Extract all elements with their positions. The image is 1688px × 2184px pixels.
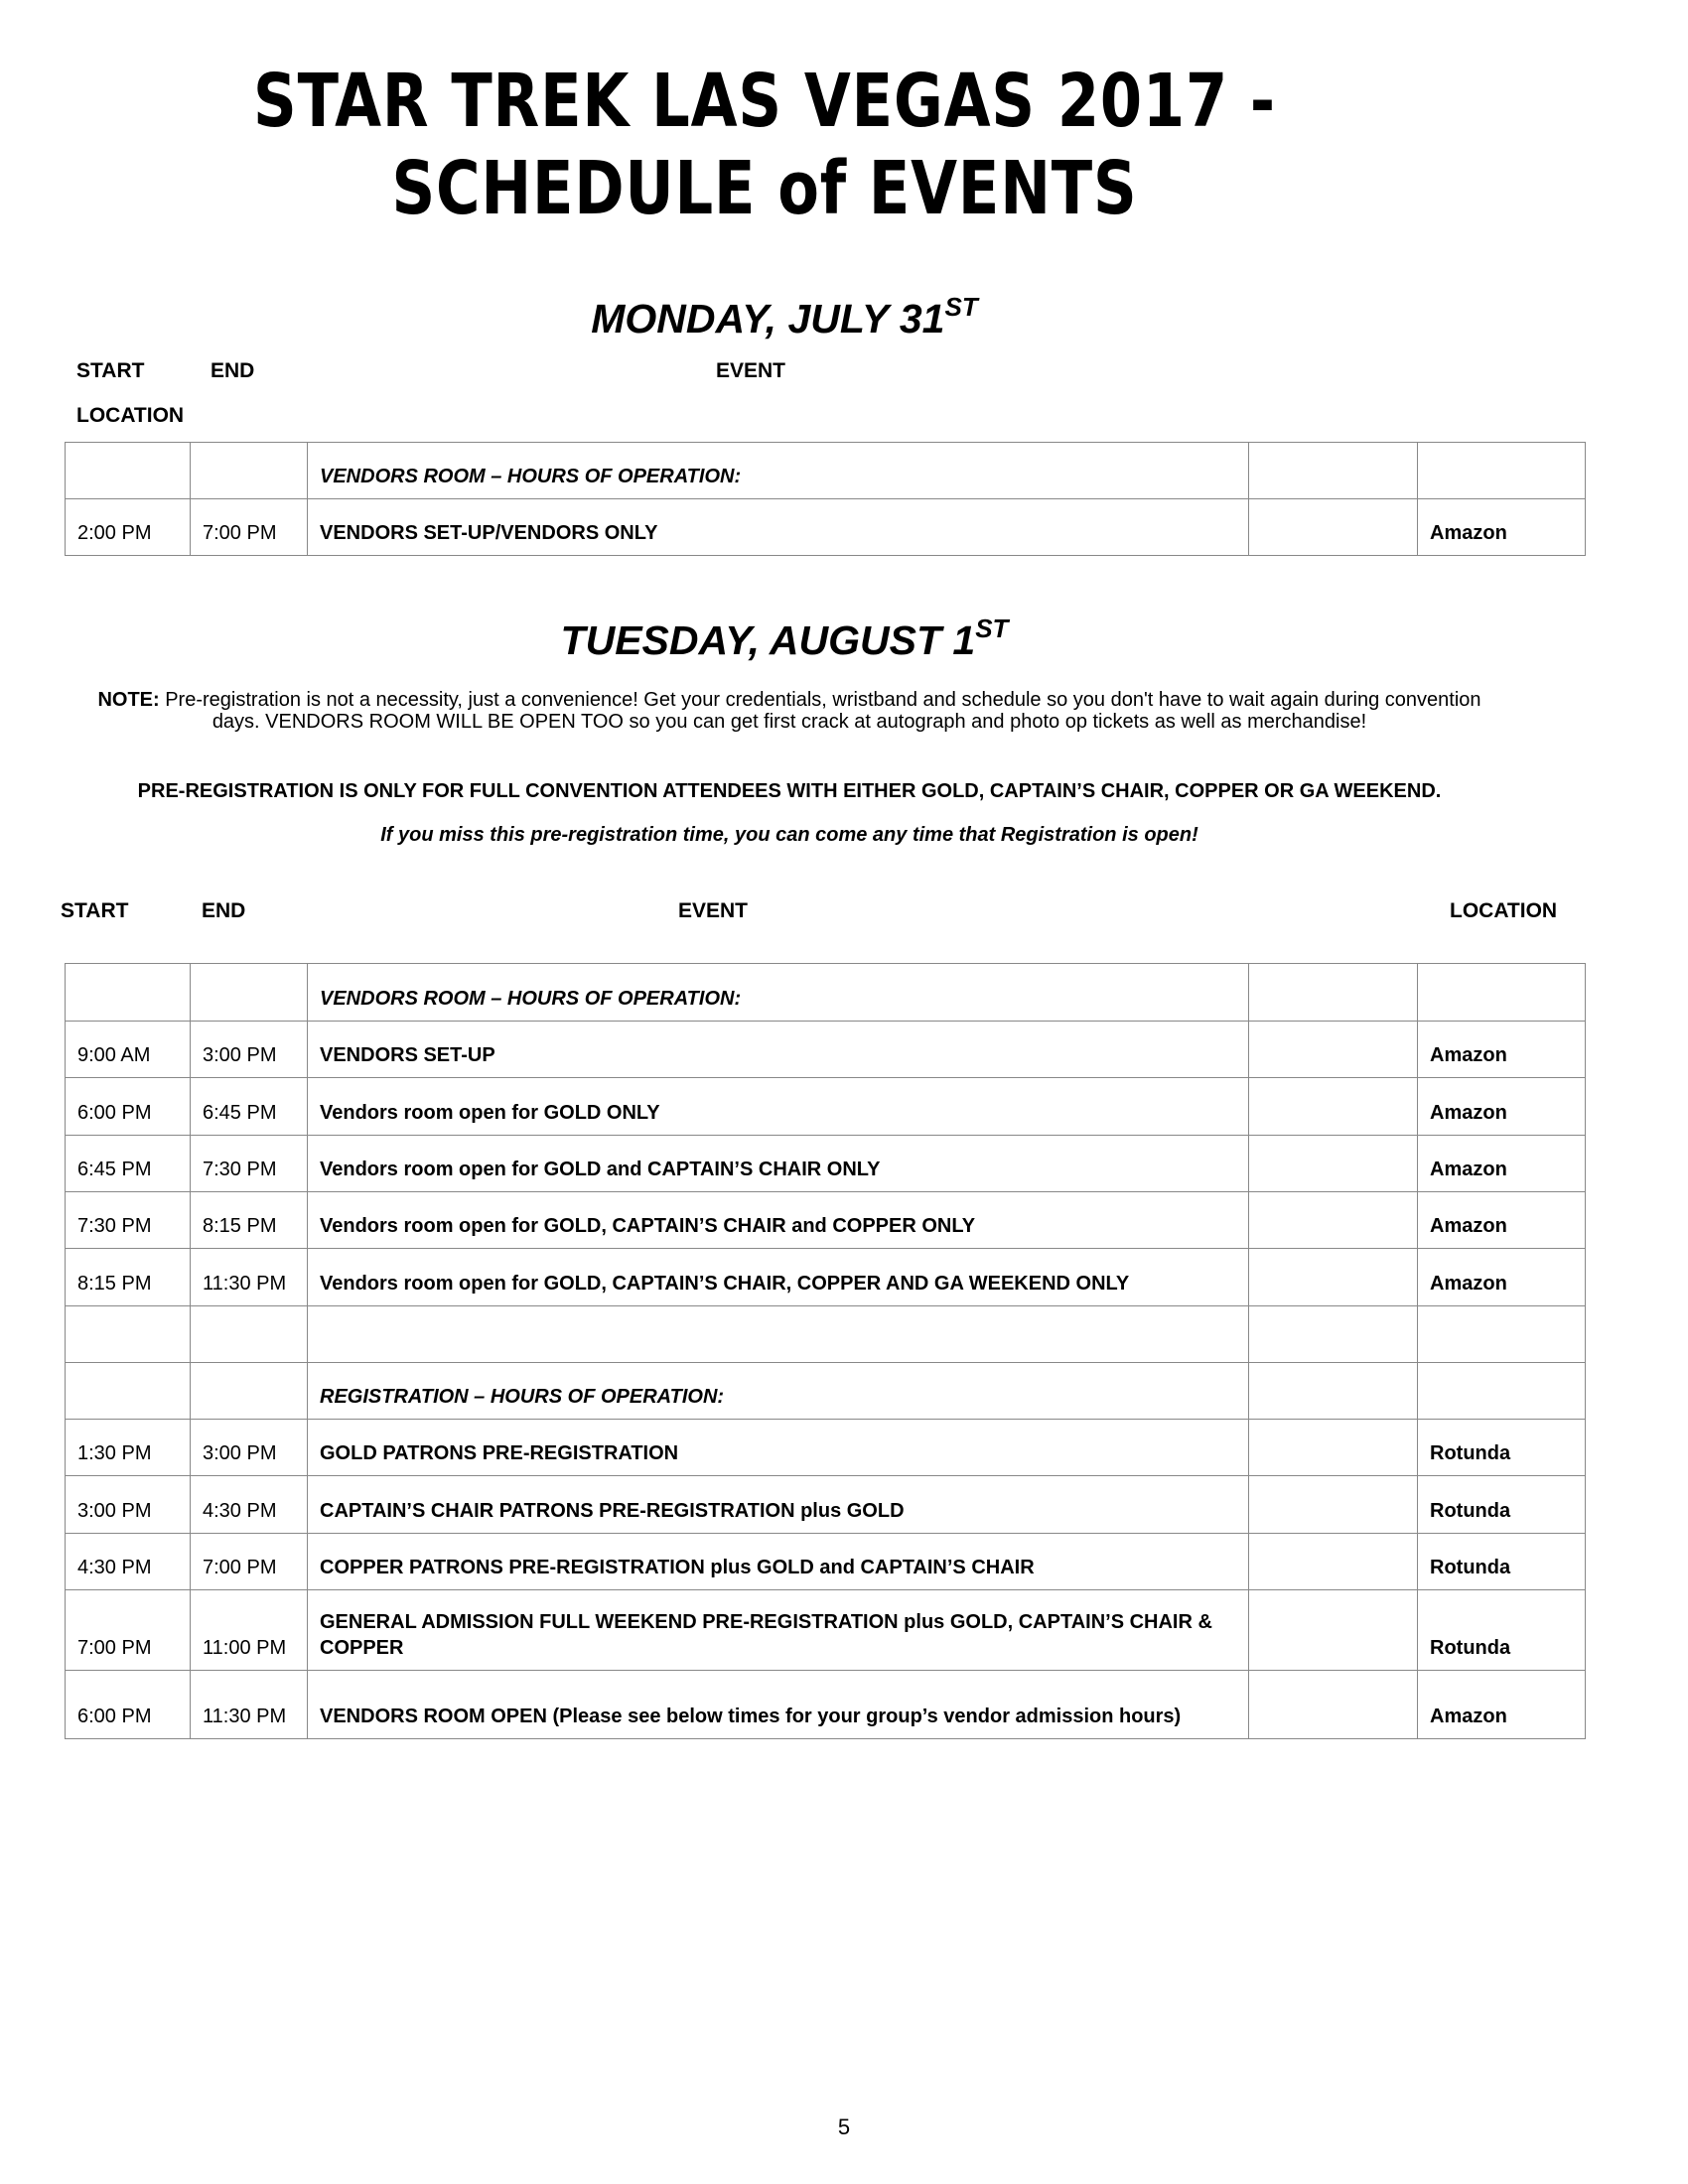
location-cell: Rotunda xyxy=(1418,1420,1586,1476)
day-heading-text: MONDAY, JULY 31 xyxy=(591,296,945,341)
event-cell: CAPTAIN’S CHAIR PATRONS PRE-REGISTRATION plus GOLD xyxy=(308,1476,1249,1534)
pre-registration-reminder: If you miss this pre-registration time, you can come any time that Registration is open! xyxy=(380,824,1198,846)
day-heading-text: TUESDAY, AUGUST 1 xyxy=(560,617,976,663)
start-cell: 8:15 PM xyxy=(66,1249,191,1306)
event-cell: Vendors room open for GOLD, CAPTAIN’S CHAIR, COPPER AND GA WEEKEND ONLY xyxy=(308,1249,1249,1306)
end-cell: 7:00 PM xyxy=(191,1534,308,1590)
table-row xyxy=(66,964,1586,1022)
start-cell: 6:00 PM xyxy=(66,1078,191,1136)
location-cell: Amazon xyxy=(1418,1192,1586,1249)
column-header-end: END xyxy=(211,359,255,382)
start-cell: 2:00 PM xyxy=(66,499,191,556)
location-cell xyxy=(1418,443,1586,499)
location-cell: Amazon xyxy=(1418,499,1586,556)
table-row xyxy=(66,443,1586,499)
empty-cell xyxy=(1249,1363,1418,1420)
start-cell xyxy=(66,1306,191,1363)
event-cell: COPPER PATRONS PRE-REGISTRATION plus GOLD and CAPTAIN’S CHAIR xyxy=(308,1534,1249,1590)
empty-cell xyxy=(1249,1306,1418,1363)
column-header-start: START xyxy=(76,359,145,382)
page-number: 5 xyxy=(837,2115,851,2139)
start-cell xyxy=(66,1363,191,1420)
end-cell: 11:30 PM xyxy=(191,1249,308,1306)
table-row xyxy=(66,1476,1586,1534)
column-header-location: LOCATION xyxy=(1450,899,1558,922)
column-header-end: END xyxy=(202,899,246,922)
end-cell: 3:00 PM xyxy=(191,1420,308,1476)
event-cell: VENDORS SET-UP/VENDORS ONLY xyxy=(308,499,1249,556)
table-row xyxy=(66,1249,1586,1306)
event-cell: Vendors room open for GOLD and CAPTAIN’S CHAIR ONLY xyxy=(308,1136,1249,1192)
empty-cell xyxy=(1249,1249,1418,1306)
end-cell: 8:15 PM xyxy=(191,1192,308,1249)
table-row xyxy=(66,1192,1586,1249)
empty-cell xyxy=(1249,1078,1418,1136)
start-cell: 4:30 PM xyxy=(66,1534,191,1590)
table-row xyxy=(66,1022,1586,1078)
location-cell: Amazon xyxy=(1418,1249,1586,1306)
column-header-event: EVENT xyxy=(678,899,749,922)
column-header-event: EVENT xyxy=(716,359,786,382)
location-cell: Rotunda xyxy=(1418,1590,1586,1671)
empty-cell xyxy=(1249,964,1418,1022)
start-cell: 6:45 PM xyxy=(66,1136,191,1192)
end-cell: 11:30 PM xyxy=(191,1671,308,1739)
start-cell: 6:00 PM xyxy=(66,1671,191,1739)
event-cell: VENDORS ROOM OPEN (Please see below times for your group’s vendor admission hours) xyxy=(308,1671,1249,1739)
table-row xyxy=(66,1078,1586,1136)
location-cell xyxy=(1418,1306,1586,1363)
pre-registration-note xyxy=(94,689,1484,733)
event-cell: REGISTRATION – HOURS OF OPERATION: xyxy=(308,1363,1249,1420)
end-cell xyxy=(191,964,308,1022)
start-cell: 3:00 PM xyxy=(66,1476,191,1534)
note-text: Pre-registration is not a necessity, just a convenience! Get your credentials, wristband and schedule so you don't have to wait again during convention days. VENDORS ROOM WILL BE OPEN TOO so you can get first crack at autograph and photo op tickets as well as merchandise! xyxy=(165,689,1481,733)
event-cell: GENERAL ADMISSION FULL WEEKEND PRE-REGISTRATION plus GOLD, CAPTAIN’S CHAIR & COPPER xyxy=(308,1590,1249,1671)
start-cell: 9:00 AM xyxy=(66,1022,191,1078)
monday-schedule-table xyxy=(65,442,1586,556)
location-cell: Amazon xyxy=(1418,1136,1586,1192)
empty-cell xyxy=(1249,1671,1418,1739)
start-cell: 7:30 PM xyxy=(66,1192,191,1249)
empty-cell xyxy=(1249,1136,1418,1192)
end-cell: 7:00 PM xyxy=(191,499,308,556)
day-heading-tuesday xyxy=(0,614,1569,664)
note-label: NOTE: xyxy=(97,689,160,711)
end-cell xyxy=(191,1306,308,1363)
event-cell: Vendors room open for GOLD ONLY xyxy=(308,1078,1249,1136)
location-cell: Rotunda xyxy=(1418,1534,1586,1590)
page-title: STAR TREK LAS VEGAS 2017 - SCHEDULE of EVENTS xyxy=(253,59,1276,231)
start-cell xyxy=(66,443,191,499)
end-cell xyxy=(191,443,308,499)
column-header-location: LOCATION xyxy=(76,404,185,427)
event-cell xyxy=(308,1306,1249,1363)
end-cell: 11:00 PM xyxy=(191,1590,308,1671)
event-cell: VENDORS SET-UP xyxy=(308,1022,1249,1078)
table-row xyxy=(66,1363,1586,1420)
event-cell: VENDORS ROOM – HOURS OF OPERATION: xyxy=(308,443,1249,499)
empty-cell xyxy=(1249,1420,1418,1476)
table-row xyxy=(66,1306,1586,1363)
table-row xyxy=(66,1534,1586,1590)
empty-cell xyxy=(1249,499,1418,556)
empty-cell xyxy=(1249,1590,1418,1671)
location-cell xyxy=(1418,1363,1586,1420)
table-row xyxy=(66,1671,1586,1739)
empty-cell xyxy=(1249,1476,1418,1534)
day-heading-monday xyxy=(0,292,1569,342)
event-cell: VENDORS ROOM – HOURS OF OPERATION: xyxy=(308,964,1249,1022)
day-heading-suffix: ST xyxy=(944,292,978,322)
location-cell: Amazon xyxy=(1418,1022,1586,1078)
start-cell xyxy=(66,964,191,1022)
location-cell: Amazon xyxy=(1418,1078,1586,1136)
table-row xyxy=(66,499,1586,556)
location-cell: Amazon xyxy=(1418,1671,1586,1739)
table-row xyxy=(66,1590,1586,1671)
empty-cell xyxy=(1249,1022,1418,1078)
location-cell: Rotunda xyxy=(1418,1476,1586,1534)
location-cell xyxy=(1418,964,1586,1022)
empty-cell xyxy=(1249,1192,1418,1249)
start-cell: 1:30 PM xyxy=(66,1420,191,1476)
pre-registration-notice: PRE-REGISTRATION IS ONLY FOR FULL CONVENTION ATTENDEES WITH EITHER GOLD, CAPTAIN’S CHAIR, COPPER OR GA WEEKEND. xyxy=(137,780,1442,802)
end-cell: 6:45 PM xyxy=(191,1078,308,1136)
end-cell: 3:00 PM xyxy=(191,1022,308,1078)
column-header-start: START xyxy=(61,899,129,922)
table-row xyxy=(66,1136,1586,1192)
empty-cell xyxy=(1249,1534,1418,1590)
empty-cell xyxy=(1249,443,1418,499)
end-cell: 7:30 PM xyxy=(191,1136,308,1192)
tuesday-schedule-table xyxy=(65,963,1586,1739)
end-cell xyxy=(191,1363,308,1420)
event-cell: GOLD PATRONS PRE-REGISTRATION xyxy=(308,1420,1249,1476)
end-cell: 4:30 PM xyxy=(191,1476,308,1534)
day-heading-suffix: ST xyxy=(975,614,1009,643)
start-cell: 7:00 PM xyxy=(66,1590,191,1671)
event-cell: Vendors room open for GOLD, CAPTAIN’S CHAIR and COPPER ONLY xyxy=(308,1192,1249,1249)
table-row xyxy=(66,1420,1586,1476)
